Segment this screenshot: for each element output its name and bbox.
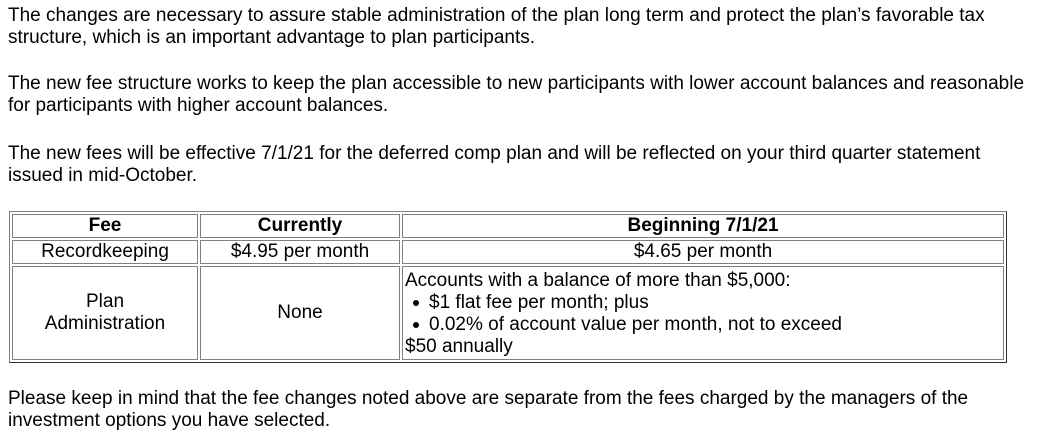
cell-currently-plan-administration: None — [200, 266, 400, 360]
paragraph-fee-structure: The new fee structure works to keep the plan accessible to new participants with lower account balances and reasonable for participants with higher account balances. — [8, 73, 1025, 116]
cell-beginning-plan-administration — [402, 266, 1004, 360]
cell-fee-plan-administration — [12, 266, 198, 360]
list-item: $1 flat fee per month; plus — [429, 292, 1001, 314]
cell-fee-recordkeeping: Recordkeeping — [12, 240, 198, 264]
admin-trailer: $50 annually — [405, 336, 513, 357]
table-row-recordkeeping — [12, 240, 1004, 264]
header-currently: Currently — [200, 214, 400, 238]
header-beginning: Beginning 7/1/21 — [402, 214, 1004, 238]
cell-beginning-recordkeeping: $4.65 per month — [402, 240, 1004, 264]
admin-intro: Accounts with a balance of more than $5,000: — [405, 270, 791, 291]
paragraph-effective-date: The new fees will be effective 7/1/21 for the deferred comp plan and will be reflected on your third quarter statement issued in mid-October. — [8, 143, 981, 186]
cell-currently-recordkeeping: $4.95 per month — [200, 240, 400, 264]
fee-table — [9, 211, 1007, 363]
paragraph-stable-administration: The changes are necessary to assure stable administration of the plan long term and protect the plan’s favorable tax structure, which is an important advantage to plan participants. — [8, 5, 985, 48]
admin-bullet-list — [405, 292, 1001, 336]
header-fee: Fee — [12, 214, 198, 238]
fee-table-header-row — [12, 214, 1004, 238]
fee-label-line2: Administration — [44, 313, 166, 334]
list-item: 0.02% of account value per month, not to exceed — [429, 314, 1001, 336]
fee-label-line1: Plan — [85, 291, 125, 312]
paragraph-separate-fees: Please keep in mind that the fee changes noted above are separate from the fees charged by the managers of the investment options you have selected. — [8, 388, 969, 431]
table-row-plan-administration — [12, 266, 1004, 360]
